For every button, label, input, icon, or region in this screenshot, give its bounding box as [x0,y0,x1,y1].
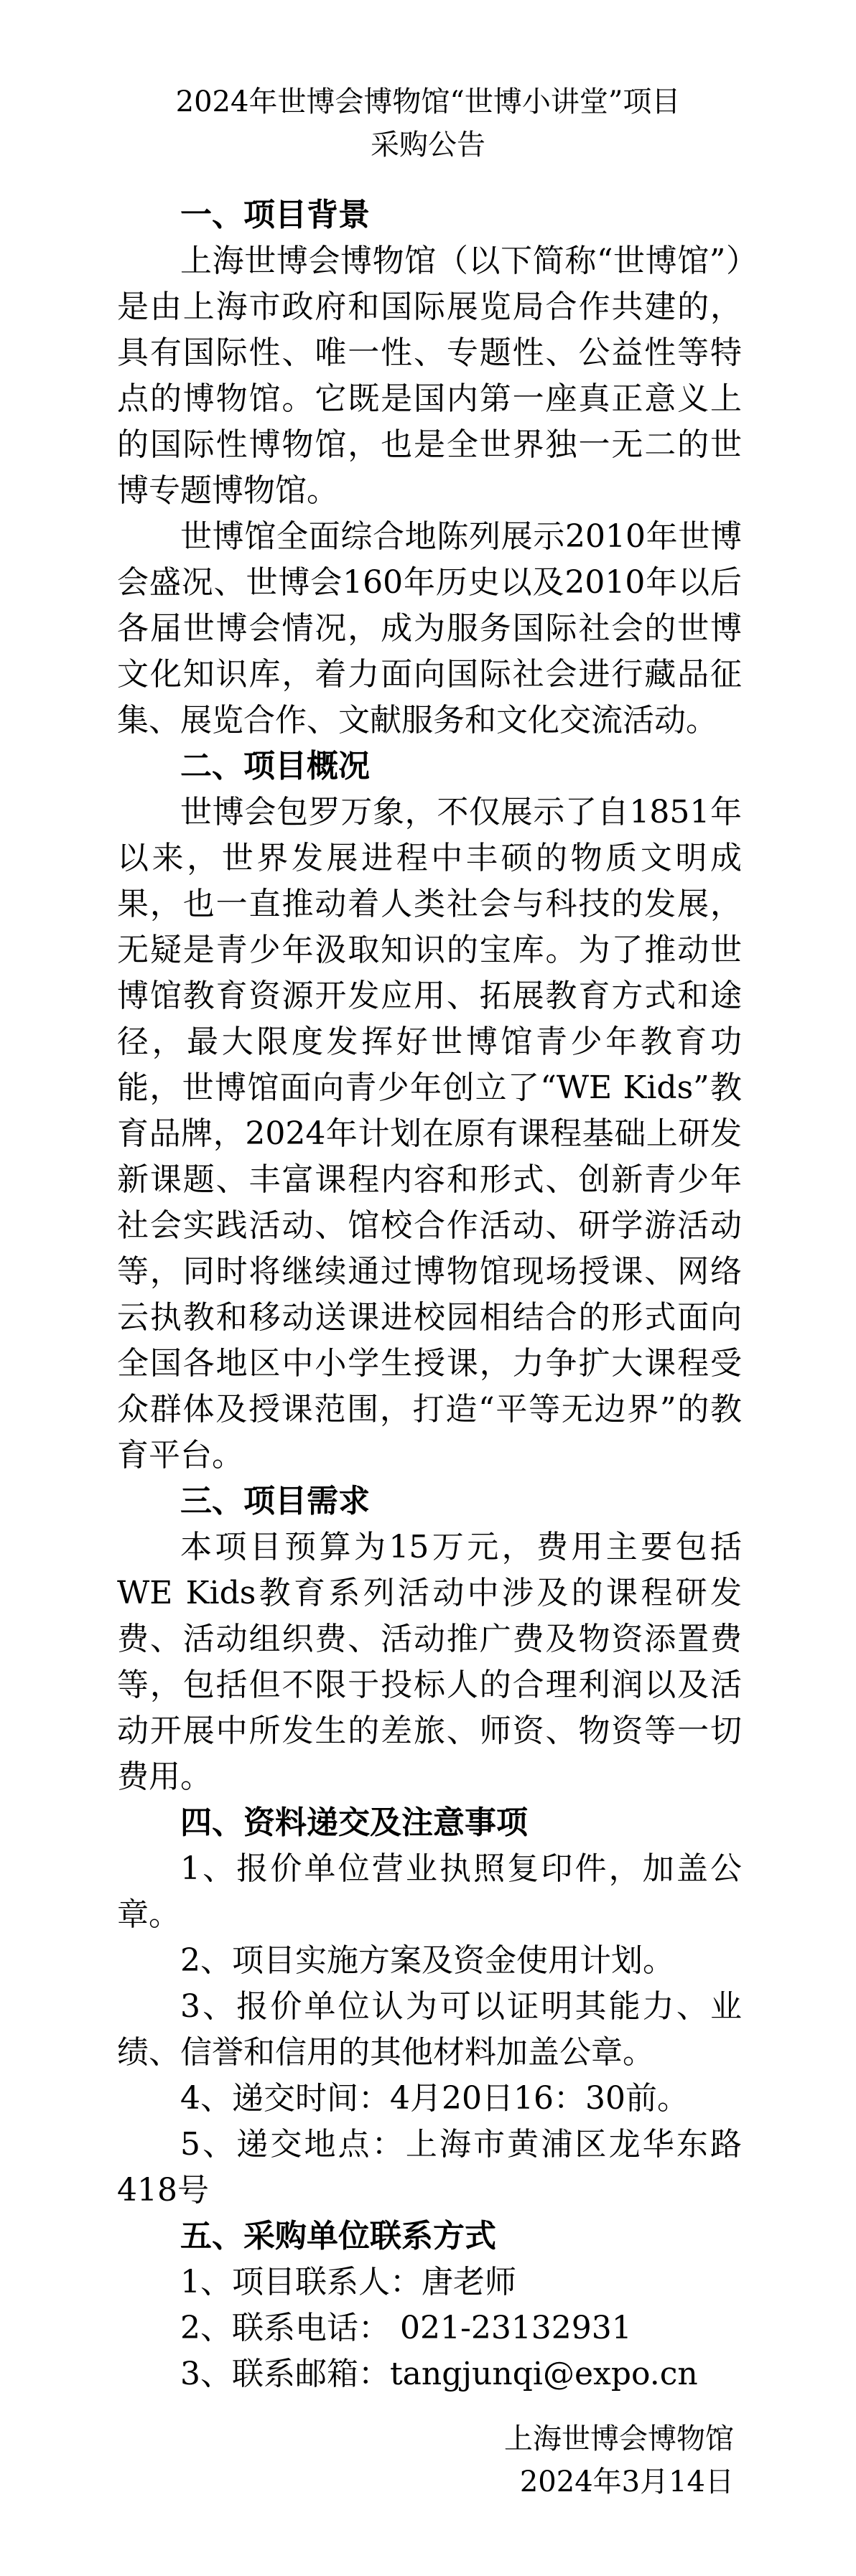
paragraph: 世博馆全面综合地陈列展示2010年世博会盛况、世博会160年历史以及2010年以后各届世博会情况，成为服务国际社会的世博文化知识库，着力面向国际社会进行藏品征集、展览合作、文献服务和文化交流活动。 [117,518,742,739]
list-item: 1、报价单位营业执照复印件，加盖公章。 [117,1850,742,1933]
section-heading-overview: 二、项目概况 [180,748,370,784]
list-item: 3、联系邮箱：tangjunqi@expo.cn [180,2356,698,2392]
paragraph: 世博会包罗万象，不仅展示了自1851年以来，世界发展进程中丰硕的物质文明成果，也一直推动着人类社会与科技的发展，无疑是青少年汲取知识的宝库。为了推动世博馆教育资源开发应用、拓展教育方式和途径，最大限度发挥好世博馆青少年教育功能，世博馆面向青少年创立了“WE Kids”教育品牌，2024年计划在原有课程基础上研发新课题、丰富课程内容和形式、创新青少年社会实践活动、馆校合作活动、研学游活动等，同时将继续通过博物馆现场授课、网络云执教和移动送课进校园相结合的形式面向全国各地区中小学生授课，力争扩大课程受众群体及授课范围，打造“平等无边界”的教育平台。 [117,794,742,1474]
list-item: 1、项目联系人：唐老师 [180,2264,516,2300]
list-item: 5、递交地点：上海市黄浦区龙华东路418号 [117,2126,742,2209]
section-heading-background: 一、项目背景 [180,197,370,233]
section-heading-contact: 五、采购单位联系方式 [180,2218,496,2254]
section-heading-submission: 四、资料递交及注意事项 [180,1804,528,1841]
document-title [0,80,856,167]
paragraph: 上海世博会博物馆（以下简称“世博馆”）是由上海市政府和国际展览局合作共建的，具有国际性、唯一性、专题性、公益性等特点的博物馆。它既是国内第一座真正意义上的国际性博物馆，也是全世界独一无二的世博专题博物馆。 [117,243,742,509]
signature-date: 2024年3月14日 [519,2465,734,2498]
paragraph: 本项目预算为15万元，费用主要包括WE Kids教育系列活动中涉及的课程研发费、活动组织费、活动推广费及物资添置费等，包括但不限于投标人的合理利润以及活动开展中所发生的差旅、师资、物资等一切费用。 [117,1529,742,1795]
list-item: 3、报价单位认为可以证明其能力、业绩、信誉和信用的其他材料加盖公章。 [117,1988,742,2071]
signature-org: 上海世博会博物馆 [504,2422,734,2455]
title-line-2: 采购公告 [371,128,485,161]
document-body [117,192,742,2397]
list-item: 2、联系电话： 021-23132931 [180,2310,632,2346]
title-line-1: 2024年世博会博物馆“世博小讲堂”项目 [175,85,681,118]
list-item: 4、递交时间：4月20日16：30前。 [180,2080,689,2117]
signature-block [504,2417,734,2504]
list-item: 2、项目实施方案及资金使用计划。 [180,1942,674,1979]
section-heading-requirements: 三、项目需求 [180,1483,370,1519]
